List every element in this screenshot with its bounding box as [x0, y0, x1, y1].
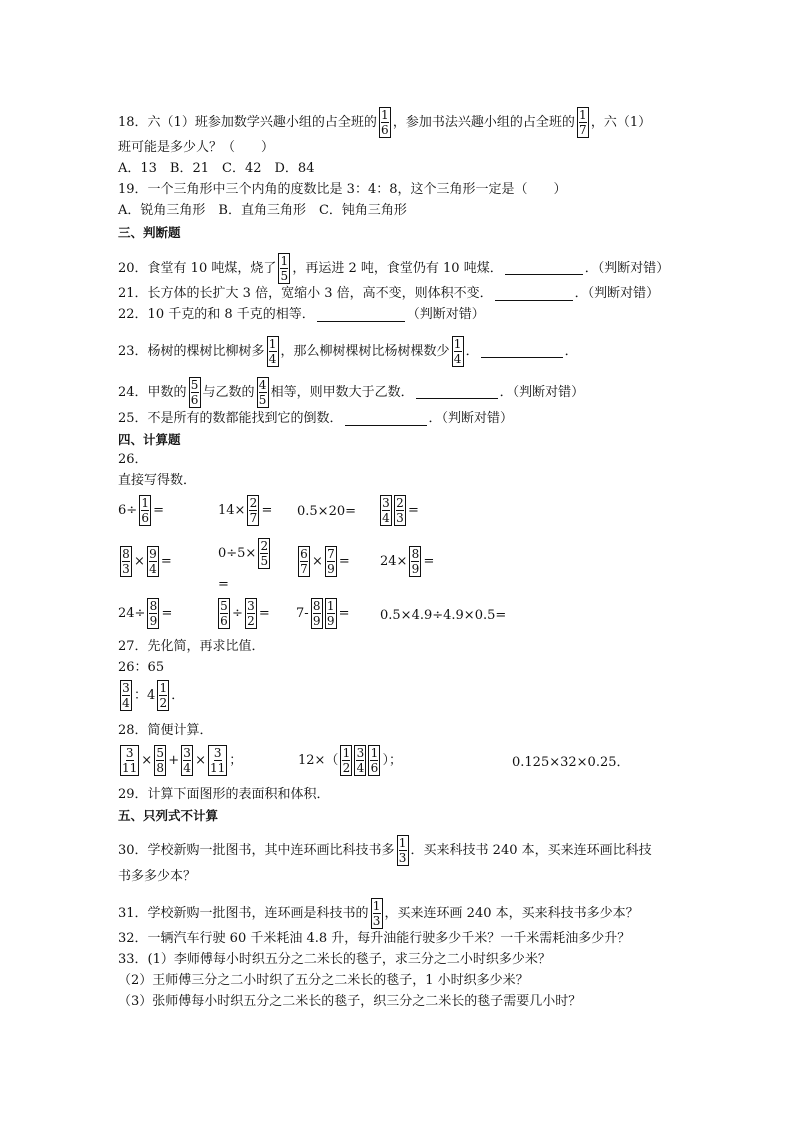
- numerator: 2: [249, 496, 258, 510]
- fraction-1-3: [371, 898, 383, 929]
- plus-sign: +: [168, 752, 180, 768]
- numerator: 4: [258, 378, 267, 392]
- fraction-8-9: [147, 598, 159, 629]
- q26-r1-c1: [118, 495, 164, 526]
- q23-text-c: ．: [465, 343, 479, 359]
- numerator: 9: [149, 547, 157, 561]
- equals-sign: =: [408, 502, 419, 518]
- numerator: 8: [312, 599, 321, 613]
- q18-text-b: ，参加书法兴趣小组的占全班的: [392, 114, 575, 130]
- times-sign: ×: [312, 553, 323, 569]
- fraction-8-3: [120, 546, 132, 577]
- fraction-3-4: [181, 745, 193, 776]
- fraction-1-6: [139, 495, 151, 526]
- question-30: [118, 835, 734, 866]
- q26-r3-c4: 0.5×4.9÷4.9×0.5=: [380, 608, 507, 623]
- fraction-8-9: [409, 546, 421, 577]
- expr-text: 24×: [380, 553, 408, 569]
- denominator: 6: [220, 614, 228, 628]
- denominator: 9: [312, 614, 321, 628]
- question-31: [118, 898, 734, 929]
- numerator: 1: [326, 599, 335, 613]
- numerator: 3: [382, 496, 390, 510]
- question-18: [118, 107, 734, 138]
- numerator: 1: [268, 337, 277, 351]
- answer-blank[interactable]: [505, 262, 583, 275]
- fraction-8-9: [311, 598, 323, 629]
- q20-text-a: 20．食堂有 10 吨煤，烧了: [118, 260, 277, 276]
- q25-text-a: 25．不是所有的数都能找到它的倒数．: [118, 411, 343, 426]
- q26-r1-c3: 0.5×20=: [297, 504, 357, 519]
- q30-text-b: ．买来科技书 240 本，买来连环画比科技: [410, 842, 652, 858]
- question-33-part-2: （2）王师傅三分之二小时织了五分之二米长的毯子，1 小时织多少米？: [118, 973, 529, 988]
- fraction-1-2: [340, 745, 352, 776]
- times-sign: ×: [195, 752, 206, 768]
- q26-r2-c2: [218, 538, 272, 569]
- fraction-1-4: [267, 336, 279, 367]
- answer-blank[interactable]: [416, 386, 498, 399]
- q26-r2-c4: [380, 546, 434, 577]
- numerator: 3: [183, 746, 191, 760]
- numerator: 1: [280, 254, 289, 268]
- answer-blank[interactable]: [345, 413, 427, 426]
- question-32: 32．一辆汽车行驶 60 千米耗油 4.8 升，每升油能行驶多少千米？一千米需耗油多少升？: [118, 931, 631, 946]
- fraction-3-2: [245, 598, 257, 629]
- q28-expr-1: [118, 745, 242, 776]
- equals-sign: =: [423, 553, 435, 569]
- q24-text-a: 24．甲数的: [118, 384, 187, 400]
- equals-sign: =: [153, 502, 165, 518]
- numerator: 3: [356, 746, 365, 760]
- numerator: 1: [159, 681, 168, 695]
- equals-sign: =: [160, 553, 172, 569]
- fraction-3-4: [120, 680, 132, 711]
- question-24: [118, 377, 734, 408]
- denominator: 11: [122, 761, 138, 775]
- question-20: [118, 253, 734, 284]
- fraction-1-7: [577, 107, 589, 138]
- denominator: 6: [381, 123, 389, 137]
- equals-sign: =: [258, 605, 270, 621]
- denominator: 6: [141, 511, 149, 525]
- section-3-heading: 三、判断题: [118, 225, 181, 240]
- fraction-1-6: [368, 745, 380, 776]
- numerator: 1: [453, 337, 462, 351]
- q18-options: A．13 B．21 C．42 D．84: [118, 161, 315, 176]
- fraction-1-5: [278, 253, 290, 284]
- numerator: 1: [372, 899, 381, 913]
- denominator: 4: [122, 696, 130, 710]
- fraction-6-7: [298, 546, 310, 577]
- q21-text-a: 21．长方体的长扩大 3 倍，宽缩小 3 倍，高不变，则体积不变．: [118, 286, 493, 301]
- q24-text-d: ．（判断对错）: [499, 384, 585, 400]
- semicolon: ；: [229, 752, 243, 768]
- q26-r2-c2-equals: =: [218, 577, 229, 592]
- question-22: [118, 306, 734, 324]
- ratio-colon: ：4: [134, 687, 156, 703]
- q26-r3-c3: [296, 598, 350, 629]
- question-33-part-3: （3）张师傅每小时织五分之二米长的毯子，织三分之二米长的毯子需要几小时？: [118, 994, 582, 1009]
- q24-text-c: 相等，则甲数大于乙数．: [270, 384, 414, 400]
- denominator: 4: [183, 761, 191, 775]
- denominator: 9: [326, 614, 335, 628]
- numerator: 6: [300, 547, 308, 561]
- numerator: 3: [247, 599, 255, 613]
- q31-text-b: ，买来连环画 240 本，买来科技书多少本？: [384, 905, 639, 921]
- expr-text: ）；: [382, 752, 402, 768]
- denominator: 9: [327, 562, 335, 576]
- q26-r2-c1: [118, 546, 172, 577]
- equals-sign: =: [338, 553, 350, 569]
- q24-text-b: 与乙数的: [202, 384, 255, 400]
- question-19: 19．一个三角形中三个内角的度数比是 3：4：8，这个三角形一定是（ ）: [118, 182, 567, 197]
- numerator: 1: [381, 108, 389, 122]
- equals-sign: =: [261, 502, 273, 518]
- fraction-1-2: [157, 680, 169, 711]
- question-28: 28．简便计算．: [118, 723, 213, 738]
- question-26-number: 26．: [118, 452, 148, 467]
- denominator: 4: [382, 511, 390, 525]
- q30-text-a: 30．学校新购一批图书，其中连环画比科技书多: [118, 842, 395, 858]
- numerator: 5: [190, 378, 199, 392]
- denominator: 9: [411, 562, 420, 576]
- section-5-heading: 五、只列式不计算: [118, 808, 219, 823]
- q26-r1-c2: [218, 495, 272, 526]
- denominator: 6: [190, 393, 199, 407]
- numerator: 3: [122, 681, 130, 695]
- expr-text: 14×: [218, 502, 246, 518]
- denominator: 5: [258, 393, 267, 407]
- numerator: 7: [327, 547, 335, 561]
- fraction-5-6: [189, 377, 201, 408]
- numerator: 8: [411, 547, 420, 561]
- numerator: 8: [122, 547, 130, 561]
- denominator: 5: [280, 269, 289, 283]
- denominator: 8: [156, 761, 164, 775]
- period: ．: [171, 687, 185, 703]
- question-23: [118, 336, 734, 367]
- q18-text-c: ，六（1）: [590, 114, 652, 130]
- q21-text-c: ．（判断对错）: [574, 286, 660, 301]
- numerator: 5: [220, 599, 228, 613]
- fraction-3-4: [354, 745, 366, 776]
- q20-text-c: ．（判断对错）: [584, 260, 670, 276]
- q22-text-c: （判断对错）: [406, 307, 485, 322]
- denominator: 11: [210, 761, 226, 775]
- q26-r3-c2: [216, 598, 270, 629]
- q18-text-a: 18．六（1）班参加数学兴趣小组的占全班的: [118, 114, 377, 130]
- q23-text-a: 23．杨树的棵树比柳树多: [118, 343, 265, 359]
- numerator: 1: [370, 746, 379, 760]
- q27-ratio-1: 26：65: [118, 660, 165, 675]
- expr-text: 24÷: [118, 605, 146, 621]
- denominator: 3: [398, 851, 407, 865]
- question-21: [118, 285, 734, 303]
- q30-line2: 书多多少本？: [118, 869, 197, 884]
- expr-text: 7-: [296, 605, 309, 621]
- equals-sign: =: [338, 605, 350, 621]
- denominator: 7: [579, 123, 587, 137]
- question-27: 27．先化简，再求比值．: [118, 639, 265, 654]
- q26-r2-c3: [296, 546, 350, 577]
- expr-text: 0÷5×: [218, 545, 257, 561]
- fraction-1-4: [452, 336, 464, 367]
- q27-ratio-2: [118, 680, 184, 711]
- numerator: 2: [260, 539, 269, 553]
- q28-expr-3: 0.125×32×0.25．: [512, 755, 630, 770]
- expr-text: 12×（: [298, 752, 339, 768]
- denominator: 5: [260, 554, 269, 568]
- fraction-2-7: [247, 495, 259, 526]
- fraction-3-11: [208, 745, 227, 776]
- denominator: 2: [342, 761, 351, 775]
- fraction-3-11: [120, 745, 139, 776]
- question-29: 29．计算下面图形的表面积和体积．: [118, 787, 330, 802]
- q20-text-b: ，再运进 2 吨，食堂仍有 10 吨煤．: [292, 260, 503, 276]
- equals-sign: =: [161, 605, 173, 621]
- denominator: 4: [149, 562, 157, 576]
- denominator: 3: [372, 914, 381, 928]
- fraction-5-6: [218, 598, 230, 629]
- q19-options: A．锐角三角形 B．直角三角形 C．钝角三角形: [118, 203, 407, 218]
- question-25: [118, 410, 734, 428]
- numerator: 3: [213, 746, 222, 760]
- expr-text: 6÷: [118, 502, 138, 518]
- numerator: 8: [149, 599, 158, 613]
- q23-text-d: ．: [564, 343, 578, 359]
- denominator: 2: [247, 614, 255, 628]
- q31-text-a: 31．学校新购一批图书，连环画是科技书的: [118, 905, 369, 921]
- fraction-4-5: [257, 377, 269, 408]
- denominator: 9: [149, 614, 158, 628]
- section-4-heading: 四、计算题: [118, 432, 181, 447]
- fraction-7-9: [325, 546, 337, 577]
- denominator: 4: [268, 352, 277, 366]
- denominator: 2: [159, 696, 168, 710]
- times-sign: ×: [134, 553, 145, 569]
- numerator: 1: [398, 836, 407, 850]
- denominator: 4: [453, 352, 462, 366]
- fraction-1-9: [325, 598, 337, 629]
- denominator: 7: [249, 511, 258, 525]
- q28-expr-2: [298, 745, 402, 776]
- denominator: 4: [356, 761, 365, 775]
- q23-text-b: ，那么柳树棵树比杨树棵数少: [280, 343, 450, 359]
- q18-line2: 班可能是多少人？（ ）: [118, 140, 275, 155]
- q22-text-a: 22．10 千克的和 8 千克的相等．: [118, 307, 315, 322]
- q25-text-c: ．（判断对错）: [428, 411, 514, 426]
- fraction-2-3: [394, 495, 406, 526]
- fraction-9-4: [147, 546, 159, 577]
- numerator: 1: [141, 496, 149, 510]
- fraction-1-6: [379, 107, 391, 138]
- denominator: 7: [300, 562, 308, 576]
- numerator: 1: [579, 108, 587, 122]
- fraction-2-5: [258, 538, 270, 569]
- denominator: 3: [122, 562, 130, 576]
- q26-r3-c1: [118, 598, 172, 629]
- numerator: 2: [396, 496, 404, 510]
- answer-blank[interactable]: [317, 309, 405, 322]
- denominator: 3: [396, 511, 404, 525]
- numerator: 1: [342, 746, 351, 760]
- fraction-3-4: [380, 495, 392, 526]
- question-33-part-1: 33．(1）李师傅每小时织五分之二米长的毯子，求三分之二小时织多少米？: [118, 952, 551, 967]
- times-sign: ×: [141, 752, 153, 768]
- numerator: 3: [125, 746, 134, 760]
- q26-intro: 直接写得数．: [118, 473, 197, 488]
- fraction-1-3: [397, 835, 409, 866]
- divide-sign: ÷: [232, 605, 243, 621]
- answer-blank[interactable]: [481, 345, 563, 358]
- numerator: 5: [156, 746, 164, 760]
- fraction-5-8: [154, 745, 166, 776]
- q26-r1-c4: [378, 495, 419, 526]
- answer-blank[interactable]: [495, 288, 573, 301]
- denominator: 6: [370, 761, 379, 775]
